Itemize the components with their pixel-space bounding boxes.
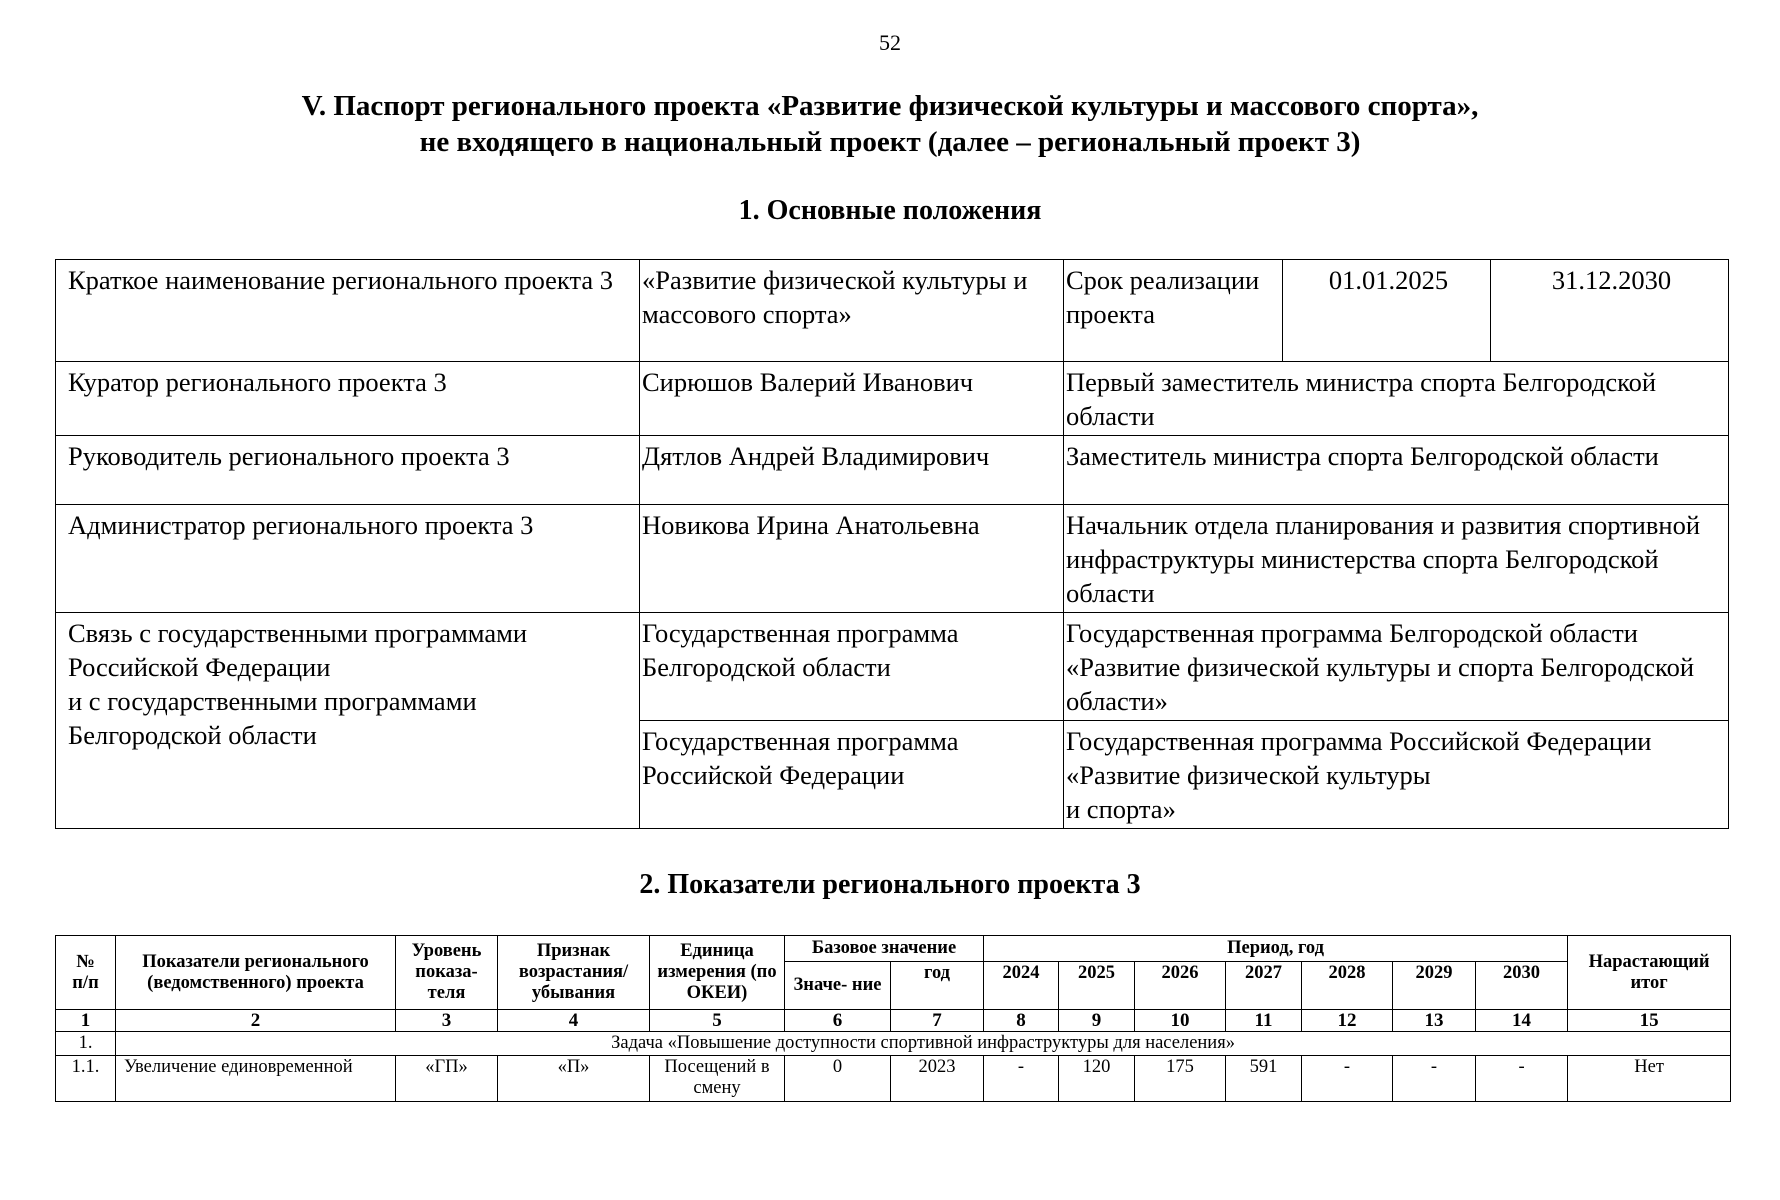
table-row <box>56 436 1729 505</box>
curator-position: Первый заместитель министра спорта Белгородской области <box>1064 362 1729 436</box>
federal-program-value-line-2: и спорта» <box>1066 794 1176 824</box>
column-number: 7 <box>891 1010 984 1032</box>
column-number: 2 <box>116 1010 396 1032</box>
column-number: 6 <box>785 1010 891 1032</box>
end-date: 31.12.2030 <box>1491 260 1729 362</box>
programs-link-label-line-4: Белгородской области <box>68 720 317 750</box>
row-level: «ГП» <box>396 1056 498 1102</box>
header-level: Уровень показа- теля <box>396 936 498 1010</box>
regional-program-type: Государственная программа Белгородской области <box>640 613 1064 721</box>
short-name-value: «Развитие физической культуры и массового спорта» <box>640 260 1064 362</box>
row-sign: «П» <box>498 1056 650 1102</box>
row-value-2024: - <box>984 1056 1059 1102</box>
row-base-value: 0 <box>785 1056 891 1102</box>
federal-program-value-line-1: Государственная программа Российской Федерации «Развитие физической культуры <box>1066 726 1652 790</box>
federal-program-type: Государственная программа Российской Федерации <box>640 721 1064 829</box>
column-number: 1 <box>56 1010 116 1032</box>
head-position: Заместитель министра спорта Белгородской области <box>1064 436 1729 505</box>
header-num-line-2: п/п <box>72 972 99 993</box>
header-year-2025: 2025 <box>1059 962 1135 1010</box>
row-base-year: 2023 <box>891 1056 984 1102</box>
row-value-2027: 591 <box>1226 1056 1302 1102</box>
column-number: 11 <box>1226 1010 1302 1032</box>
row-value-2025: 120 <box>1059 1056 1135 1102</box>
header-indicator: Показатели регионального (ведомственного) проекта <box>116 936 396 1010</box>
column-number: 3 <box>396 1010 498 1032</box>
main-provisions-table <box>55 259 1729 829</box>
column-number: 5 <box>650 1010 785 1032</box>
column-number: 8 <box>984 1010 1059 1032</box>
table-row <box>56 362 1729 436</box>
row-value-2030: - <box>1476 1056 1568 1102</box>
column-number: 4 <box>498 1010 650 1032</box>
row-value-2029: - <box>1393 1056 1476 1102</box>
column-numbers-row <box>56 1010 1731 1032</box>
task-text: Задача «Повышение доступности спортивной инфраструктуры для населения» <box>116 1032 1731 1056</box>
curator-name: Сирюшов Валерий Иванович <box>640 362 1064 436</box>
row-unit: Посещений в смену <box>650 1056 785 1102</box>
curator-label: Куратор регионального проекта 3 <box>56 362 640 436</box>
admin-label: Администратор регионального проекта 3 <box>56 505 640 613</box>
start-date: 01.01.2025 <box>1283 260 1491 362</box>
header-num <box>56 936 116 1010</box>
document-title-line-1: V. Паспорт регионального проекта «Развитие физической культуры и массового спорта», <box>301 90 1479 122</box>
head-name: Дятлов Андрей Владимирович <box>640 436 1064 505</box>
section-2-title: 2. Показатели регионального проекта 3 <box>639 869 1141 900</box>
table-header-row <box>56 936 1731 962</box>
admin-name: Новикова Ирина Анатольевна <box>640 505 1064 613</box>
table-row <box>56 613 1729 721</box>
header-unit: Единица измерения (по ОКЕИ) <box>650 936 785 1010</box>
header-period: Период, год <box>984 936 1568 962</box>
header-year-2030: 2030 <box>1476 962 1568 1010</box>
table-row <box>56 505 1729 613</box>
task-number: 1. <box>56 1032 116 1056</box>
head-label: Руководитель регионального проекта 3 <box>56 436 640 505</box>
header-cumulative: Нарастающий итог <box>1568 936 1731 1010</box>
task-row <box>56 1032 1731 1056</box>
row-cumulative: Нет <box>1568 1056 1731 1102</box>
header-year-2026: 2026 <box>1135 962 1226 1010</box>
table-row <box>56 260 1729 362</box>
programs-link-label <box>56 613 640 829</box>
document-title-line-2: не входящего в национальный проект (далее – региональный проект 3) <box>419 126 1361 158</box>
regional-program-value: Государственная программа Белгородской области «Развитие физической культуры и спорта Белгородской области» <box>1064 613 1729 721</box>
indicators-table <box>55 935 1731 1102</box>
header-base-value: Значе- ние <box>785 962 891 1010</box>
section-1-title: 1. Основные положения <box>738 195 1042 226</box>
row-value-2028: - <box>1302 1056 1393 1102</box>
programs-link-label-line-3: и с государственными программами <box>68 686 477 716</box>
header-base: Базовое значение <box>785 936 984 962</box>
short-name-label: Краткое наименование регионального проекта 3 <box>56 260 640 362</box>
header-year-2027: 2027 <box>1226 962 1302 1010</box>
column-number: 15 <box>1568 1010 1731 1032</box>
row-value-2026: 175 <box>1135 1056 1226 1102</box>
row-indicator: Увеличение единовременной <box>116 1056 396 1102</box>
admin-position: Начальник отдела планирования и развития спортивной инфраструктуры министерства спорта Белгородской области <box>1064 505 1729 613</box>
term-label: Срок реализации проекта <box>1064 260 1283 362</box>
programs-link-label-line-1: Связь с государственными программами <box>68 618 528 648</box>
header-year-2029: 2029 <box>1393 962 1476 1010</box>
federal-program-value <box>1064 721 1729 829</box>
column-number: 13 <box>1393 1010 1476 1032</box>
header-num-line-1: № <box>76 951 95 972</box>
page-number: 52 <box>879 30 901 55</box>
table-row <box>56 1056 1731 1102</box>
header-year-2028: 2028 <box>1302 962 1393 1010</box>
row-number: 1.1. <box>56 1056 116 1102</box>
column-number: 9 <box>1059 1010 1135 1032</box>
column-number: 12 <box>1302 1010 1393 1032</box>
header-base-year: год <box>891 962 984 1010</box>
header-sign: Признак возрастания/ убывания <box>498 936 650 1010</box>
column-number: 14 <box>1476 1010 1568 1032</box>
header-year-2024: 2024 <box>984 962 1059 1010</box>
column-number: 10 <box>1135 1010 1226 1032</box>
programs-link-label-line-2: Российской Федерации <box>68 652 331 682</box>
